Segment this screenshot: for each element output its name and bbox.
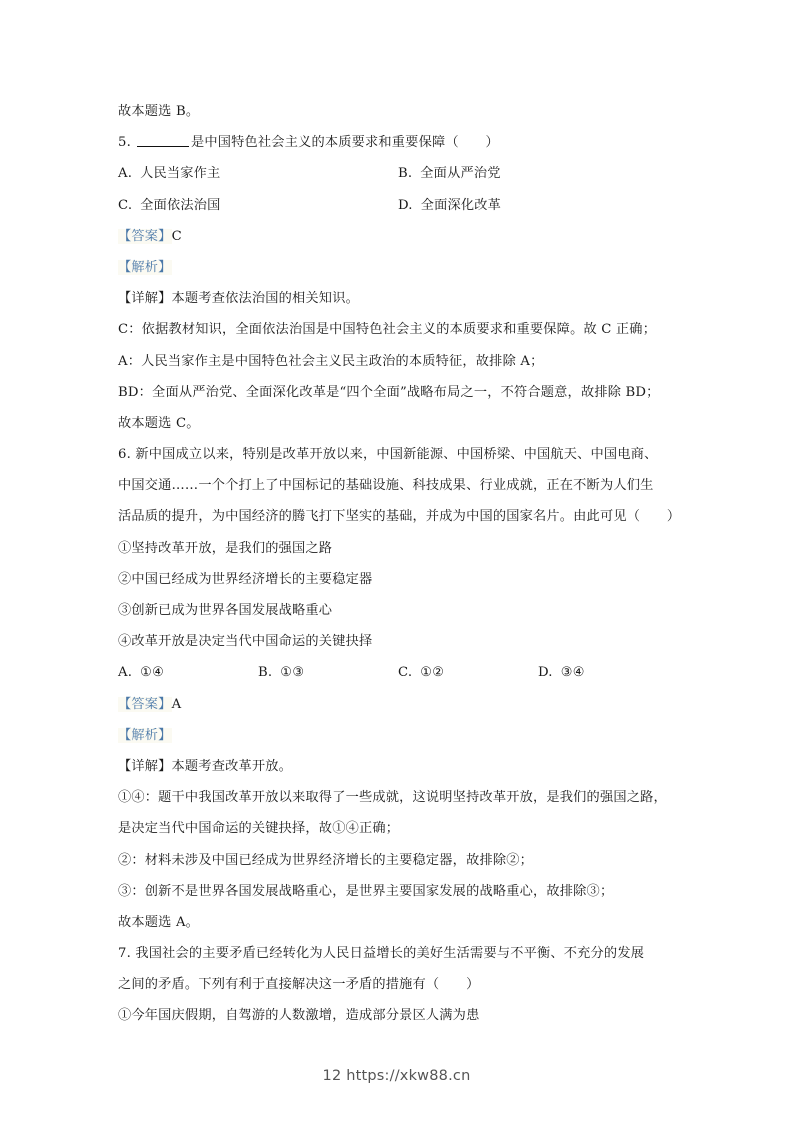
q7-stem-line: 7. 我国社会的主要矛盾已经转化为人民日益增长的美好生活需要与不平衡、不充分的发展 [118,946,645,962]
q5-stem [118,127,678,158]
q7-stem-line: 之间的矛盾。下列有利于直接解决这一矛盾的措施有（ ） [118,977,480,993]
answer-label: 【答案】 [118,228,172,244]
q5-explanation: C：依据教材知识，全面依法治国是中国特色社会主义的本质要求和重要保障。故 C 正确； [118,322,657,338]
q6-stem-line: 6. 新中国成立以来，特别是改革开放以来，中国新能源、中国桥梁、中国航天、中国电商、 [118,447,658,463]
q6-conclusion: 故本题选 A。 [118,914,200,930]
document-page [118,96,681,1032]
q5-option-d: D. 全面深化改革 [398,197,502,213]
q5-stem-text: 是中国特色社会主义的本质要求和重要保障（ ） [190,135,499,151]
q5-options-row-1 [118,158,678,189]
q5-analysis [118,252,678,283]
q6-statement: ④改革开放是决定当代中国命运的关键抉择 [118,634,373,650]
q6-explanation: ②：材料未涉及中国已经成为世界经济增长的主要稳定器，故排除②； [118,852,534,868]
q6-option-b: B. ①③ [258,665,305,681]
q6-option-c: C. ①② [398,665,445,681]
answer-label: 【答案】 [118,696,172,712]
q5-detail: 【详解】本题考查依法治国的相关知识。 [118,291,359,307]
q5-conclusion: 故本题选 C。 [118,415,200,431]
q6-analysis [118,720,678,751]
q5-options-row-2 [118,190,678,221]
q5-explanation: BD：全面从严治党、全面深化改革是“四个全面”战略布局之一，不符合题意，故排除 BD； [118,384,660,400]
analysis-label: 【解析】 [118,727,172,743]
answer-value: A [171,696,182,712]
page-footer [0,1068,793,1084]
q6-option-d: D. ③④ [538,665,585,681]
q6-stem-line: 活品质的提升，为中国经济的腾飞打下坚实的基础，并成为中国的国家名片。由此可见（ ） [118,509,681,525]
q6-stem-line: 中国交通……一个个打上了中国标记的基础设施、科技成果、行业成就，正在不断为人们生 [118,478,654,494]
page-number: 12 [322,1068,342,1084]
previous-conclusion: 故本题选 B。 [118,104,200,119]
q5-answer [118,221,678,252]
answer-value: C [171,228,182,244]
q6-explanation: ③：创新不是世界各国发展战略重心，是世界主要国家发展的战略重心，故排除③； [118,883,614,899]
footer-site-link[interactable]: https://xkw88.cn [346,1068,471,1084]
q6-answer [118,689,678,720]
q6-statement: ①坚持改革开放，是我们的强国之路 [118,540,333,556]
analysis-label: 【解析】 [118,259,172,275]
q5-number: 5. [118,135,131,151]
q5-option-c: C. 全面依法治国 [118,197,221,213]
q5-blank [137,132,189,147]
q6-detail: 【详解】本题考查改革开放。 [118,758,293,774]
q6-options [118,657,678,688]
q6-option-a: A. ①④ [118,665,165,681]
q5-option-b: B. 全面从严治党 [398,166,501,182]
q6-statement: ②中国已经成为世界经济增长的主要稳定器 [118,571,373,587]
q6-statement: ③创新已成为世界各国发展战略重心 [118,603,333,618]
q5-option-a: A. 人民当家作主 [118,166,221,182]
q6-explanation: 是决定当代中国命运的关键抉择，故①④正确； [118,821,400,837]
q6-explanation: ①④：题干中我国改革开放以来取得了一些成就，这说明坚持改革开放，是我们的强国之路， [118,790,667,806]
q7-statement: ①今年国庆假期，自驾游的人数激增，造成部分景区人满为患 [118,1008,480,1024]
q5-explanation: A：人民当家作主是中国特色社会主义民主政治的本质特征，故排除 A； [118,353,544,369]
